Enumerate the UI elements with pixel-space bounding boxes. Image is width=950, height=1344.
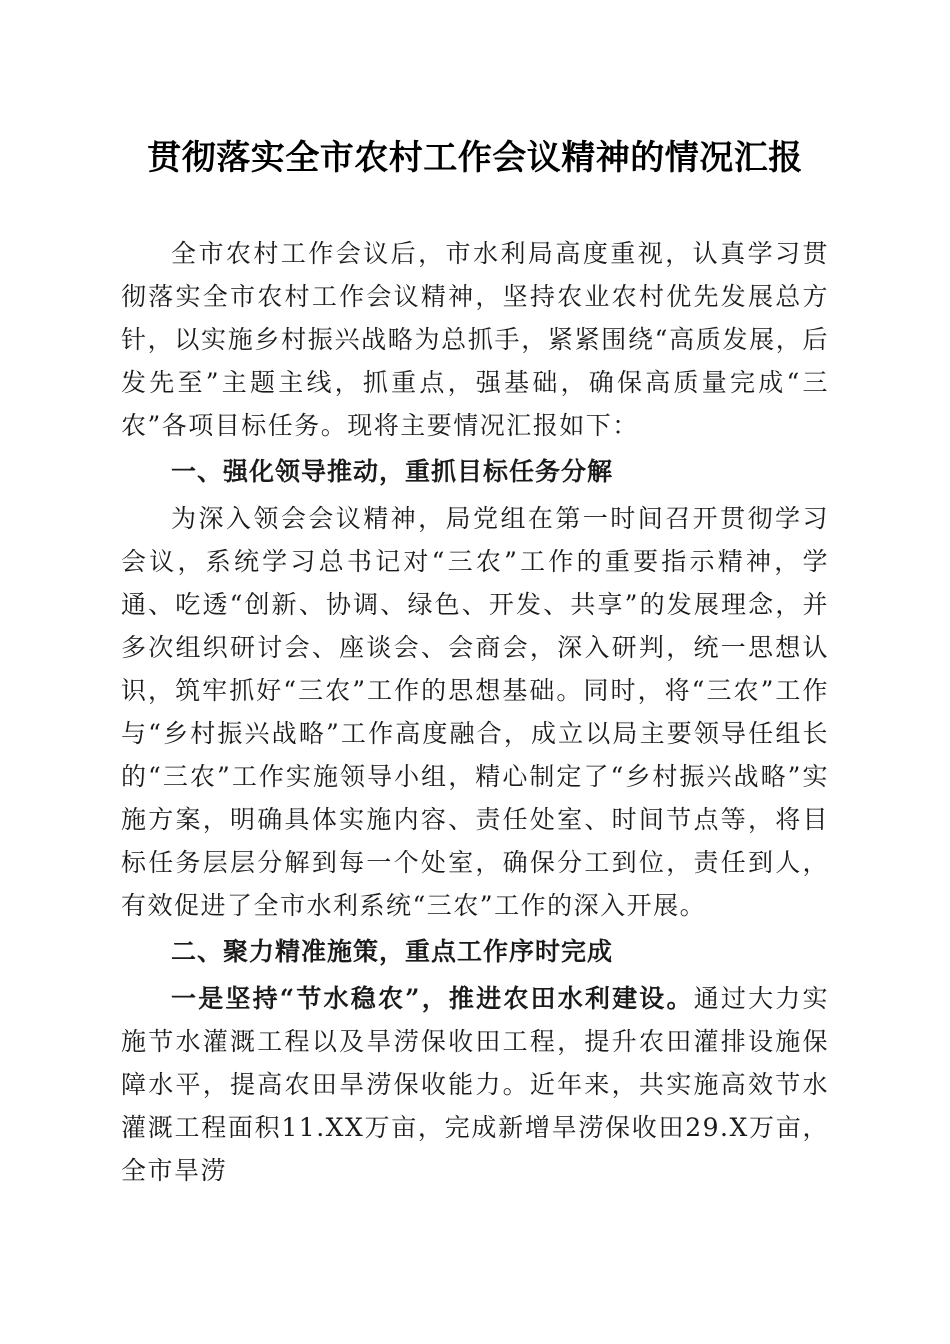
paragraph-body-text: 通过大力实施节水灌溉工程以及旱涝保收田工程，提升农田灌排设施保障水平，提高农田旱涝保收能力。近年来，共实施高效节水灌溉工程面积11.XX万亩，完成新增旱涝保收田29.X万亩，全市旱涝 bbox=[121, 984, 829, 1185]
paragraph-lead-sentence: 一是坚持“节水稳农”，推进农田水利建设。 bbox=[171, 984, 694, 1013]
document-body bbox=[121, 232, 829, 1192]
document-title: 贯彻落实全市农村工作会议精神的情况汇报 bbox=[147, 138, 803, 178]
section-heading-2: 二、聚力精准施策，重点工作序时完成 bbox=[171, 937, 614, 966]
section-heading-1: 一、强化领导推动，重抓目标任务分解 bbox=[171, 457, 614, 486]
intro-paragraph: 全市农村工作会议后，市水利局高度重视，认真学习贯彻落实全市农村工作会议精神，坚持农业农村优先发展总方针，以实施乡村振兴战略为总抓手，紧紧围绕“高质发展，后发先至”主题主线，抓重点，强基础，确保高质量完成“三农”各项目标任务。现将主要情况汇报如下： bbox=[121, 239, 829, 440]
section-paragraph-1: 为深入领会会议精神，局党组在第一时间召开贯彻学习会议，系统学习总书记对“三农”工作的重要指示精神，学通、吃透“创新、协调、绿色、开发、共享”的发展理念，并多次组织研讨会、座谈会、会商会，深入研判，统一思想认识，筑牢抓好“三农”工作的思想基础。同时，将“三农”工作与“乡村振兴战略”工作高度融合，成立以局主要领导任组长的“三农”工作实施领导小组，精心制定了“乡村振兴战略”实施方案，明确具体实施内容、责任处室、时间节点等，将目标任务层层分解到每一个处室，确保分工到位，责任到人，有效促进了全市水利系统“三农”工作的深入开展。 bbox=[121, 504, 829, 920]
section-paragraph-2 bbox=[121, 977, 829, 1192]
